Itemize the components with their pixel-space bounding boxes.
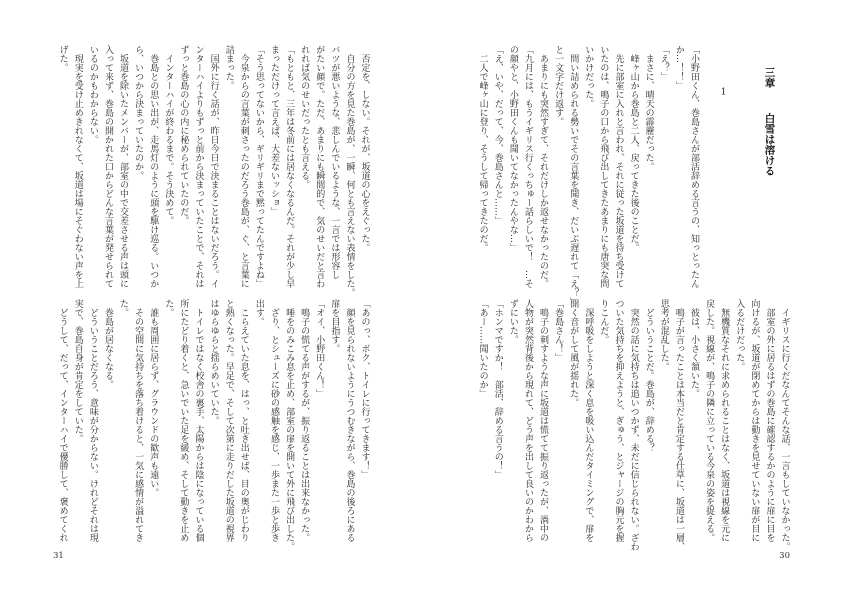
text-line: その空間に気持ちを落ち着けると、一気に感情が溢れてき: [133, 299, 144, 542]
text-line: た。: [118, 299, 129, 317]
text-line: 鳴子の刺すような声に坂道は慌てて振り返ったが、渦中の: [538, 299, 549, 542]
upper-text-block: [54, 45, 371, 297]
text-line: はゆらゆらと揺らめいていた。: [208, 299, 219, 425]
text-line: 向けるが、坂道が閉めてからは動きを見せていない扉が目に: [749, 299, 760, 542]
text-line: ずっと巻島の心の内に秘められていたのだ。: [178, 45, 189, 225]
page-number: 30: [779, 551, 790, 561]
text-line: ついた気持ちを抑えようと、ぎゅう、とジャージの胸元を握: [613, 299, 624, 542]
text-line: ざり、とシューズに砂の感触を感じ、一歩また一歩と歩き: [268, 299, 279, 542]
text-line: あまりにも突然すぎて、それだけしか返せなかったのだ。: [538, 45, 548, 288]
upper-text-block: [474, 45, 701, 306]
text-line: がたい顔で。ただ、あまりにも瞬間的で、気のせいだと言わ: [314, 45, 325, 288]
text-line: 「え、いや、だって、今、巻島さんと……」: [492, 45, 503, 225]
text-line: 鳴子が言ったことは本当だと肯定する仕草に、坂道は一層、: [673, 299, 684, 551]
text-line: 部室の外に居るはずの巻島に確認するかのように扉に目を: [764, 299, 775, 542]
text-line: 現実を受け止めきれなくて、坂道は場にそぐわない声を上: [72, 45, 83, 288]
chapter-title: 白雪は溶ける: [763, 113, 776, 176]
text-line: 巻島が居なくなる。: [102, 299, 113, 389]
lower-text-block: [54, 299, 371, 551]
text-line: 扉を目指す。: [329, 299, 340, 353]
text-line: 鳴子の慌てる声がするが、振り返ることは出来なかった。: [299, 299, 310, 542]
text-line: 唾をのみこみ息を止め、部室の扉を開いて外に飛び出した。: [284, 299, 295, 551]
text-line: 思考が混乱した。: [658, 299, 669, 371]
text-line: インターハイが終わるまで。そう決めて。: [163, 45, 174, 225]
text-line: 自分の方を見た巻島が、一瞬、何とも言えない表情をした。: [344, 45, 355, 297]
text-line: 詰まった。: [223, 45, 234, 90]
text-line: 巻島との思い出が、走馬灯のように頭を駆け巡る。いつか: [148, 45, 159, 288]
text-line: イギリスに行くだなんてそんな話、一言もしていなかった。: [779, 299, 790, 551]
heading-spacer: [769, 88, 770, 113]
right-page: [421, 0, 842, 595]
chapter-number: 三章: [763, 67, 776, 88]
text-line: 否定を、しない。それが、坂道の心をえぐった。: [359, 45, 370, 252]
text-line: トイレではなく校舎の裏手、太陽からは陰になっている個: [193, 299, 204, 542]
text-line: げた。: [57, 45, 68, 72]
text-line: ら、いつから決まっていたのか。: [133, 45, 144, 180]
text-line: 出す。: [253, 299, 264, 326]
text-line: まさに、晴天の霹靂だった。: [643, 45, 654, 171]
text-line: 彼は、小さく頷いた。: [688, 299, 699, 398]
text-line: 「あのっ、ボク、トイレに行ってきます！」: [359, 299, 370, 479]
text-line: 「そう思ってないから、ギリギリまで黙ってたんですよね」: [253, 45, 264, 288]
text-line: 二人で峰ヶ山に登り、そうして帰ってきたのだ。: [477, 45, 488, 252]
text-line: 「あー……聞いたのか」: [477, 299, 488, 398]
text-line: の顔やと、小野田くんも聞いてなかったんやな…」: [507, 45, 518, 252]
text-line: 「え？」: [658, 45, 669, 81]
text-line: いたのは、鳴子の口から飛び出してきたあまりにも唐突な問: [598, 45, 609, 288]
text-line: いるのかもわからない。: [87, 45, 98, 144]
text-line: 深呼吸をしようと深く息を吸い込んだタイミングで、扉を: [583, 299, 594, 542]
text-line: 「オイ、小野田くん！」: [314, 299, 325, 398]
section-number: [719, 88, 729, 97]
chapter-heading: [763, 67, 776, 176]
text-line: 峰ヶ山から巻島と二人、戻ってきた後のことだ。: [628, 45, 639, 252]
text-line: 突然の話に気持ちは追いつかず、未だに信じられない。ざわ: [628, 299, 639, 551]
text-line: 入って来ず、巻島の開かれた口からどんな言葉が発せられて: [102, 45, 113, 288]
text-line: 戻した。視線が、鳴子の隣に立っている今泉の姿を捉える。: [704, 299, 715, 542]
text-line: 人物が突然背後から現れて、どう声を出して良いのかわから: [522, 299, 533, 542]
text-line: と一文字だけ返す。: [553, 45, 564, 126]
text-line: 顔を見られないようにうつむきながら、巻島の後ろにある: [344, 299, 355, 542]
section-number-label: 1: [720, 88, 727, 97]
text-line: 先に部室に入れと言われ、それに従った坂道を待ち受けて: [613, 45, 624, 288]
text-line: どういうことだ。巻島が、辞める？: [643, 299, 654, 452]
text-line: 今泉からの言葉が刺さったのだろう巻島が、ぐ、と言葉に: [238, 45, 249, 288]
text-line: 入るだけだった。: [734, 299, 745, 371]
text-line: 誰も周囲に居らず、グラウンドの歓声も遠い。: [148, 299, 159, 497]
text-line: 実で、巻島自身が肯定をしていた。: [72, 299, 83, 443]
text-line: と熱くなった。早足で、そして次第に走りだした坂道の視界: [223, 299, 234, 542]
text-line: いかけだった。: [583, 45, 594, 108]
lower-text-block: [474, 299, 791, 551]
text-line: 「もともと、三年は冬前には居なくなるんだ。それが少し早: [284, 45, 295, 288]
text-line: ンターハイよりもずっと前から決まっていたことで、それは: [193, 45, 204, 288]
page-number: 31: [53, 551, 64, 561]
text-line: た。: [163, 299, 174, 317]
text-line: れれば気のせいだったとも言える。: [299, 45, 310, 189]
text-line: 坂道を除いたメンバーが、部室の中で交差させる声は頭に: [118, 45, 129, 288]
text-line: りこんだ。: [598, 299, 609, 344]
text-line: 国外に行く話が、昨日今日で決まることはないだろう。イ: [208, 45, 219, 288]
text-line: 「九月には、もうイギリス行くっちゅー話らしいで！ …そ: [522, 45, 533, 288]
text-line: 問い詰められる勢いでその言葉を聞き、だいぶ遅れて「え？」: [568, 45, 579, 306]
text-line: 「ホンマですか！ 部活、辞める言うの！」: [492, 299, 503, 479]
text-line: 開く音がして風が揺れた。: [568, 299, 579, 407]
text-line: まっただけって言えば、大差ないッショ」: [268, 45, 279, 216]
text-line: どういうことだろう、意味が分からない。けれどそれは現: [87, 299, 98, 542]
text-line: 「小野田くん、巻島さんが部活辞める言うの、知っとったん: [688, 45, 699, 288]
text-line: どうして、だって、インターハイで優勝して、褒めてくれ: [57, 299, 68, 542]
text-line: 無機質なそれに求められることはなく、坂道は視線を元に: [719, 299, 730, 542]
text-line: 「巻島さん！」: [553, 299, 564, 362]
text-line: 所にたどり着くと、急いでいた足を緩め、そして動きを止め: [178, 299, 189, 542]
text-line: ずにいた。: [507, 299, 518, 344]
text-line: か…！！」: [673, 45, 684, 90]
text-line: バツが悪いような、悲しんでいるような、一言では形容し: [329, 45, 340, 279]
text-line: こらえていた息を、はっ、と吐き出せば、目の奥がじわり: [238, 299, 249, 542]
